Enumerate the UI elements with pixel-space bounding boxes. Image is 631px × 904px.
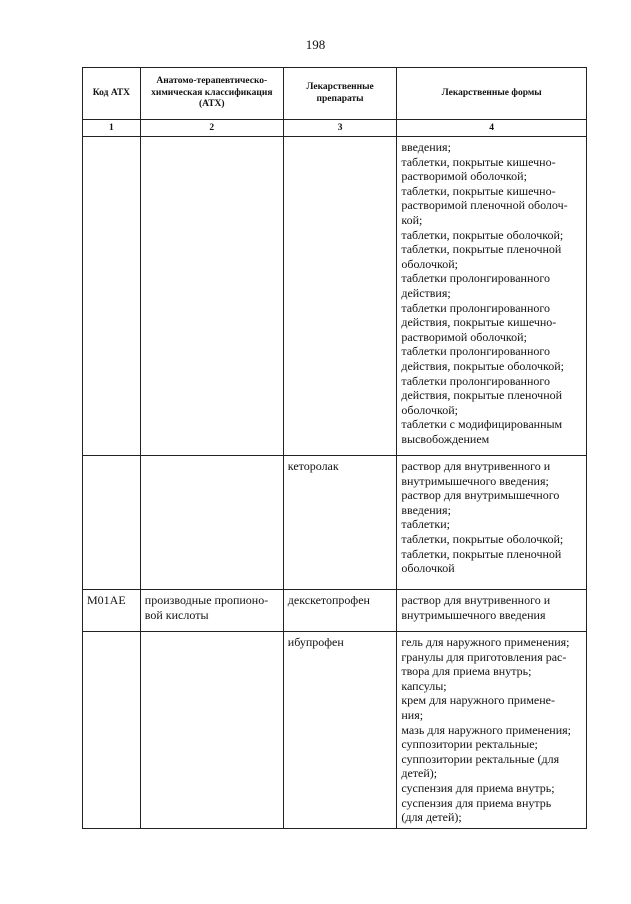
dosage-form-line: мазь для наружного применения; bbox=[401, 722, 571, 737]
dosage-form-line: действия; bbox=[401, 285, 451, 300]
atx-code-cell bbox=[83, 456, 141, 590]
drug-cell bbox=[283, 137, 397, 456]
dosage-form-line: растворимой оболочкой; bbox=[401, 329, 527, 344]
dosage-forms-cell bbox=[397, 456, 587, 590]
atx-drug-table bbox=[82, 67, 587, 829]
dosage-form-line: таблетки пролонгированного bbox=[401, 271, 550, 286]
column-number: 3 bbox=[283, 120, 397, 137]
header-atx-code: Код АТХ bbox=[83, 68, 141, 120]
table-row bbox=[83, 590, 587, 632]
header-dosage-forms: Лекарственные формы bbox=[397, 68, 587, 120]
atx-code-cell: M01AE bbox=[83, 590, 141, 632]
dosage-form-line: таблетки пролонгированного bbox=[401, 344, 550, 359]
dosage-form-line: суспензия для приема внутрь; bbox=[401, 780, 555, 795]
dosage-forms-cell bbox=[397, 632, 587, 829]
dosage-form-line: введения; bbox=[401, 502, 451, 517]
dosage-form-line: (для детей); bbox=[401, 810, 462, 825]
dosage-form-line: таблетки пролонгированного bbox=[401, 300, 550, 315]
dosage-form-line: гранулы для приготовления рас- bbox=[401, 649, 567, 664]
classification-cell bbox=[140, 632, 283, 829]
dosage-form-line: суспензия для приема внутрь bbox=[401, 795, 552, 810]
classification-cell: производные пропионо-вой кислоты bbox=[140, 590, 283, 632]
atx-code-cell bbox=[83, 137, 141, 456]
dosage-form-line: действия, покрытые оболочкой; bbox=[401, 358, 564, 373]
dosage-form-line: действия, покрытые пленочной bbox=[401, 388, 563, 403]
classification-cell bbox=[140, 137, 283, 456]
table-row bbox=[83, 456, 587, 590]
dosage-form-line: таблетки, покрытые кишечно- bbox=[401, 183, 556, 198]
dosage-form-line: внутримышечного введения; bbox=[401, 473, 549, 488]
dosage-form-line: растворимой пленочной оболоч- bbox=[401, 198, 568, 213]
dosage-form-line: раствор для внутривенного и bbox=[401, 593, 551, 607]
column-number: 4 bbox=[397, 120, 587, 137]
dosage-form-line: действия, покрытые кишечно- bbox=[401, 315, 557, 330]
dosage-form-line: введения; bbox=[401, 140, 451, 154]
table-row bbox=[83, 137, 587, 456]
drug-cell: ибупрофен bbox=[283, 632, 397, 829]
column-number: 2 bbox=[140, 120, 283, 137]
dosage-form-line: внутримышечного введения bbox=[401, 607, 546, 622]
dosage-form-line: твора для приема внутрь; bbox=[401, 664, 532, 679]
header-drugs: Лекарственные препараты bbox=[283, 68, 397, 120]
dosage-form-line: растворимой оболочкой; bbox=[401, 169, 527, 184]
drug-cell: декскетопрофен bbox=[283, 590, 397, 632]
dosage-form-line: таблетки; bbox=[401, 517, 451, 532]
column-number: 1 bbox=[83, 120, 141, 137]
dosage-form-line: раствор для внутримышечного bbox=[401, 488, 560, 503]
dosage-form-line: крем для наружного примене- bbox=[401, 693, 555, 708]
dosage-form-line: капсулы; bbox=[401, 678, 447, 693]
dosage-form-line: таблетки, покрытые пленочной bbox=[401, 546, 562, 561]
dosage-form-line: таблетки с модифицированным bbox=[401, 417, 563, 432]
dosage-form-line: кой; bbox=[401, 212, 423, 227]
table-header-row bbox=[83, 68, 587, 120]
table-row bbox=[83, 632, 587, 829]
dosage-form-line: ния; bbox=[401, 707, 424, 722]
dosage-form-line: таблетки, покрытые кишечно- bbox=[401, 154, 556, 169]
dosage-form-line: оболочкой; bbox=[401, 256, 458, 271]
dosage-form-line: оболочкой bbox=[401, 561, 455, 576]
dosage-form-line: раствор для внутривенного и bbox=[401, 459, 551, 473]
dosage-form-line: таблетки, покрытые оболочкой; bbox=[401, 531, 564, 546]
dosage-form-line: таблетки пролонгированного bbox=[401, 373, 550, 388]
dosage-form-line: таблетки, покрытые пленочной bbox=[401, 242, 562, 257]
dosage-form-line: суппозитории ректальные; bbox=[401, 737, 538, 752]
header-atx-classification: Анатомо-терапевтическо-химическая классификация (АТХ) bbox=[140, 68, 283, 120]
dosage-form-line: оболочкой; bbox=[401, 402, 458, 417]
page-number: 198 bbox=[305, 37, 326, 52]
dosage-form-line: гель для наружного применения; bbox=[401, 635, 570, 649]
dosage-forms-cell bbox=[397, 590, 587, 632]
column-number-row bbox=[83, 120, 587, 137]
classification-cell bbox=[140, 456, 283, 590]
dosage-form-line: высвобождением bbox=[401, 431, 490, 446]
atx-code-cell bbox=[83, 632, 141, 829]
dosage-form-line: детей); bbox=[401, 766, 438, 781]
dosage-form-line: таблетки, покрытые оболочкой; bbox=[401, 227, 564, 242]
dosage-forms-cell bbox=[397, 137, 587, 456]
dosage-form-line: суппозитории ректальные (для bbox=[401, 751, 560, 766]
drug-cell: кеторолак bbox=[283, 456, 397, 590]
